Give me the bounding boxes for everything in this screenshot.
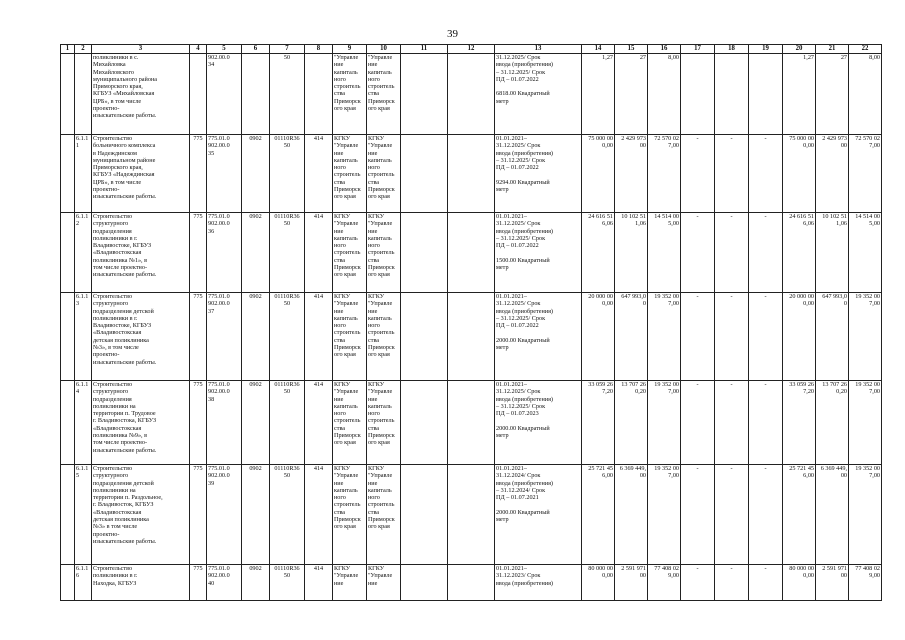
col-9-cell: КГКУ "Управле ние капиталь ного строитель ства Приморск ого края [333, 135, 367, 213]
col-4-cell: 775 [190, 293, 207, 381]
col-6-cell: 0902 [242, 565, 270, 601]
col-19-cell: - [749, 565, 783, 601]
col-5-cell: 775.01.0 902.00.0 35 [207, 135, 242, 213]
col-21-cell: 27 [816, 54, 849, 135]
col-15-cell: 2 591 971 00 [615, 565, 648, 601]
column-header-17: 17 [681, 45, 715, 54]
col-20-cell: 80 000 00 0,00 [783, 565, 816, 601]
col-9-cell: КГКУ "Управле ние капиталь ного строитель ства Приморск ого края [333, 381, 367, 465]
col-11-cell [401, 135, 448, 213]
col-11-cell [401, 54, 448, 135]
col-12-cell [448, 565, 495, 601]
col-19-cell: - [749, 465, 783, 565]
col-14-cell: 25 721 45 6,00 [582, 465, 615, 565]
col-6-cell: 0902 [242, 213, 270, 293]
col-11-cell [401, 565, 448, 601]
col-12-cell [448, 465, 495, 565]
col-14-cell: 80 000 00 0,00 [582, 565, 615, 601]
column-header-18: 18 [715, 45, 749, 54]
col-7-cell: 01110R36 50 [270, 213, 305, 293]
col-14-cell: 20 000 00 0,00 [582, 293, 615, 381]
col-10-cell: "Управле ние капиталь ного строитель ства Приморск ого края [367, 54, 401, 135]
col-20-cell: 33 059 26 7,20 [783, 381, 816, 465]
column-header-9: 9 [333, 45, 367, 54]
table-row [61, 465, 882, 565]
object-name-cell: поликлиники в с. Михайловка Михайловского муниципального района Приморского края, КГБУЗ «Михайловская ЦРБ», в том числе проектно- изыскательские работы. [92, 54, 190, 135]
col-5-cell: 775.01.0 902.00.0 38 [207, 381, 242, 465]
col-6-cell: 0902 [242, 381, 270, 465]
col-4-cell: 775 [190, 381, 207, 465]
row-number-cell: 6.1.13 [75, 293, 92, 381]
col-9-cell: КГКУ "Управле ние капиталь ного строитель ства Приморск ого края [333, 293, 367, 381]
col-4-cell: 775 [190, 465, 207, 565]
col-12-cell [448, 381, 495, 465]
col-13-cell: 01.01.2021– 31.12.2023/ Срок ввода (приобретения) [495, 565, 582, 601]
col-7-cell: 01110R36 50 [270, 565, 305, 601]
col-10-cell: КГКУ "Управле ние [367, 565, 401, 601]
col-18-cell [715, 54, 749, 135]
col-13-cell: 01.01.2021– 31.12.2025/ Срок ввода (приобретения) – 31.12.2025/ Срок ПД – 01.07.2023 2000.00 Квадратный метр [495, 381, 582, 465]
col-6-cell: 0902 [242, 135, 270, 213]
col-8-cell: 414 [305, 565, 333, 601]
col-4-cell: 775 [190, 135, 207, 213]
column-header-8: 8 [305, 45, 333, 54]
table-row [61, 54, 882, 135]
col-8-cell: 414 [305, 135, 333, 213]
column-header-11: 11 [401, 45, 448, 54]
col-19-cell: - [749, 135, 783, 213]
col-16-cell: 19 352 00 7,00 [648, 381, 681, 465]
column-header-2: 2 [75, 45, 92, 54]
col-17-cell: - [681, 213, 715, 293]
col-7-cell: 50 [270, 54, 305, 135]
col-20-cell: 24 616 51 6,06 [783, 213, 816, 293]
col-21-cell: 2 429 973 00 [816, 135, 849, 213]
col-7-cell: 01110R36 50 [270, 135, 305, 213]
object-name-cell: Строительство поликлиники в г. Находка, КГБУЗ [92, 565, 190, 601]
column-header-20: 20 [783, 45, 816, 54]
col-4-cell: 775 [190, 565, 207, 601]
column-header-13: 13 [495, 45, 582, 54]
column-header-22: 22 [849, 45, 882, 54]
column-header-1: 1 [61, 45, 75, 54]
col-20-cell: 20 000 00 0,00 [783, 293, 816, 381]
col-18-cell: - [715, 465, 749, 565]
row-number-cell: 6.1.15 [75, 465, 92, 565]
col-8-cell: 414 [305, 465, 333, 565]
col-9-cell: "Управле ние капиталь ного строитель ства Приморск ого края [333, 54, 367, 135]
register-table [60, 44, 882, 601]
row-number-cell: 6.1.11 [75, 135, 92, 213]
col-17-cell: - [681, 293, 715, 381]
col-21-cell: 10 102 51 1,06 [816, 213, 849, 293]
column-header-15: 15 [615, 45, 648, 54]
col-5-cell: 902.00.0 34 [207, 54, 242, 135]
col-13-cell: 01.01.2021– 31.12.2024/ Срок ввода (приобретения) – 31.12.2024/ Срок ПД – 01.07.2021 2000.00 Квадратный метр [495, 465, 582, 565]
col-1-cell [61, 54, 75, 135]
column-header-10: 10 [367, 45, 401, 54]
row-number-cell [75, 54, 92, 135]
col-22-cell: 19 352 00 7,00 [849, 293, 882, 381]
col-4-cell: 775 [190, 213, 207, 293]
column-header-14: 14 [582, 45, 615, 54]
row-number-cell: 6.1.12 [75, 213, 92, 293]
col-8-cell: 414 [305, 381, 333, 465]
col-1-cell [61, 465, 75, 565]
col-20-cell: 75 000 00 0,00 [783, 135, 816, 213]
col-5-cell: 775.01.0 902.00.0 36 [207, 213, 242, 293]
col-8-cell: 414 [305, 213, 333, 293]
column-header-19: 19 [749, 45, 783, 54]
col-1-cell [61, 293, 75, 381]
col-16-cell: 19 352 00 7,00 [648, 293, 681, 381]
object-name-cell: Строительство структурного подразделения детской поликлиники на территории п. Раздольное, г. Владивосток, КГБУЗ «Владивостокская детская поликлиника №3» в том числе проектно- изыскательские работы. [92, 465, 190, 565]
col-12-cell [448, 135, 495, 213]
col-12-cell [448, 213, 495, 293]
header-row [61, 45, 882, 54]
col-17-cell: - [681, 465, 715, 565]
col-8-cell [305, 54, 333, 135]
col-17-cell: - [681, 565, 715, 601]
col-17-cell [681, 54, 715, 135]
col-6-cell: 0902 [242, 465, 270, 565]
col-20-cell: 25 721 45 6,00 [783, 465, 816, 565]
col-11-cell [401, 381, 448, 465]
col-7-cell: 01110R36 50 [270, 465, 305, 565]
col-14-cell: 75 000 00 0,00 [582, 135, 615, 213]
col-21-cell: 2 591 971 00 [816, 565, 849, 601]
col-17-cell: - [681, 381, 715, 465]
col-11-cell [401, 213, 448, 293]
col-16-cell: 8,00 [648, 54, 681, 135]
col-10-cell: КГКУ "Управле ние капиталь ного строитель ства Приморск ого края [367, 293, 401, 381]
col-18-cell: - [715, 381, 749, 465]
col-22-cell: 19 352 00 7,00 [849, 465, 882, 565]
col-21-cell: 6 369 449, 00 [816, 465, 849, 565]
column-header-5: 5 [207, 45, 242, 54]
col-17-cell: - [681, 135, 715, 213]
object-name-cell: Строительство структурного подразделения поликлиники на территории п. Трудовое г. Владивостока, КГБУЗ «Владивостокская поликлиника №9», в том числе проектно- изыскательские работы. [92, 381, 190, 465]
col-6-cell [242, 54, 270, 135]
table-row [61, 565, 882, 601]
col-14-cell: 1,27 [582, 54, 615, 135]
col-16-cell: 77 408 02 9,00 [648, 565, 681, 601]
col-9-cell: КГКУ "Управле ние капиталь ного строитель ства Приморск ого края [333, 213, 367, 293]
col-19-cell [749, 54, 783, 135]
col-13-cell: 01.01.2021– 31.12.2025/ Срок ввода (приобретения) – 31.12.2025/ Срок ПД – 01.07.2022 9294.00 Квадратный метр [495, 135, 582, 213]
col-18-cell: - [715, 213, 749, 293]
col-1-cell [61, 213, 75, 293]
col-22-cell: 14 514 00 5,00 [849, 213, 882, 293]
col-5-cell: 775.01.0 902.00.0 39 [207, 465, 242, 565]
col-22-cell: 8,00 [849, 54, 882, 135]
object-name-cell: Строительство больничного комплекса в Надеждинском муниципальном районе Приморского края, КГБУЗ «Надеждинская ЦРБ», в том числе проектно- изыскательские работы. [92, 135, 190, 213]
col-9-cell: КГКУ "Управле ние [333, 565, 367, 601]
column-header-3: 3 [92, 45, 190, 54]
col-10-cell: КГКУ "Управле ние капиталь ного строитель ства Приморск ого края [367, 381, 401, 465]
col-15-cell: 10 102 51 1,06 [615, 213, 648, 293]
col-16-cell: 72 570 02 7,00 [648, 135, 681, 213]
col-11-cell [401, 465, 448, 565]
col-19-cell: - [749, 213, 783, 293]
col-10-cell: КГКУ "Управле ние капиталь ного строитель ства Приморск ого края [367, 465, 401, 565]
col-16-cell: 19 352 00 7,00 [648, 465, 681, 565]
table-row [61, 381, 882, 465]
table-row [61, 293, 882, 381]
col-10-cell: КГКУ "Управле ние капиталь ного строитель ства Приморск ого края [367, 135, 401, 213]
col-20-cell: 1,27 [783, 54, 816, 135]
col-6-cell: 0902 [242, 293, 270, 381]
col-8-cell: 414 [305, 293, 333, 381]
col-18-cell: - [715, 565, 749, 601]
col-1-cell [61, 381, 75, 465]
col-5-cell: 775.01.0 902.00.0 37 [207, 293, 242, 381]
col-4-cell [190, 54, 207, 135]
col-18-cell: - [715, 135, 749, 213]
col-13-cell: 01.01.2021– 31.12.2025/ Срок ввода (приобретения) – 31.12.2025/ Срок ПД – 01.07.2022 1500.00 Квадратный метр [495, 213, 582, 293]
col-15-cell: 2 429 973 00 [615, 135, 648, 213]
column-header-21: 21 [816, 45, 849, 54]
col-13-cell: 31.12.2025/ Срок ввода (приобретения) – 31.12.2025/ Срок ПД – 01.07.2022 6818.00 Квадратный метр [495, 54, 582, 135]
col-10-cell: КГКУ "Управле ние капиталь ного строитель ства Приморск ого края [367, 213, 401, 293]
col-15-cell: 6 369 449, 00 [615, 465, 648, 565]
col-22-cell: 77 408 02 9,00 [849, 565, 882, 601]
col-14-cell: 24 616 51 6,06 [582, 213, 615, 293]
column-header-6: 6 [242, 45, 270, 54]
column-header-4: 4 [190, 45, 207, 54]
col-14-cell: 33 059 26 7,20 [582, 381, 615, 465]
row-number-cell: 6.1.14 [75, 381, 92, 465]
col-22-cell: 19 352 00 7,00 [849, 381, 882, 465]
col-7-cell: 01110R36 50 [270, 293, 305, 381]
col-11-cell [401, 293, 448, 381]
column-header-16: 16 [648, 45, 681, 54]
col-12-cell [448, 293, 495, 381]
page-number: 39 [447, 28, 458, 40]
col-15-cell: 27 [615, 54, 648, 135]
col-7-cell: 01110R36 50 [270, 381, 305, 465]
column-header-7: 7 [270, 45, 305, 54]
col-16-cell: 14 514 00 5,00 [648, 213, 681, 293]
col-22-cell: 72 570 02 7,00 [849, 135, 882, 213]
col-19-cell: - [749, 293, 783, 381]
col-15-cell: 647 993,0 0 [615, 293, 648, 381]
col-21-cell: 13 707 26 0,20 [816, 381, 849, 465]
table-row [61, 213, 882, 293]
col-13-cell: 01.01.2021– 31.12.2025/ Срок ввода (приобретения) – 31.12.2025/ Срок ПД – 01.07.2022 2000.00 Квадратный метр [495, 293, 582, 381]
table-row [61, 135, 882, 213]
col-15-cell: 13 707 26 0,20 [615, 381, 648, 465]
col-1-cell [61, 135, 75, 213]
col-18-cell: - [715, 293, 749, 381]
object-name-cell: Строительство структурного подразделения поликлиники в г. Владивостоке, КГБУЗ «Владивостокская поликлиника №1», в том числе проектно- изыскательские работы. [92, 213, 190, 293]
col-19-cell: - [749, 381, 783, 465]
col-12-cell [448, 54, 495, 135]
col-9-cell: КГКУ "Управле ние капиталь ного строитель ства Приморск ого края [333, 465, 367, 565]
col-1-cell [61, 565, 75, 601]
col-21-cell: 647 993,0 0 [816, 293, 849, 381]
col-5-cell: 775.01.0 902.00.0 40 [207, 565, 242, 601]
column-header-12: 12 [448, 45, 495, 54]
row-number-cell: 6.1.16 [75, 565, 92, 601]
object-name-cell: Строительство структурного подразделения детской поликлиники в г. Владивостоке, КГБУЗ «Владивостокская детская поликлиника №3», в том числе проектно- изыскательские работы. [92, 293, 190, 381]
